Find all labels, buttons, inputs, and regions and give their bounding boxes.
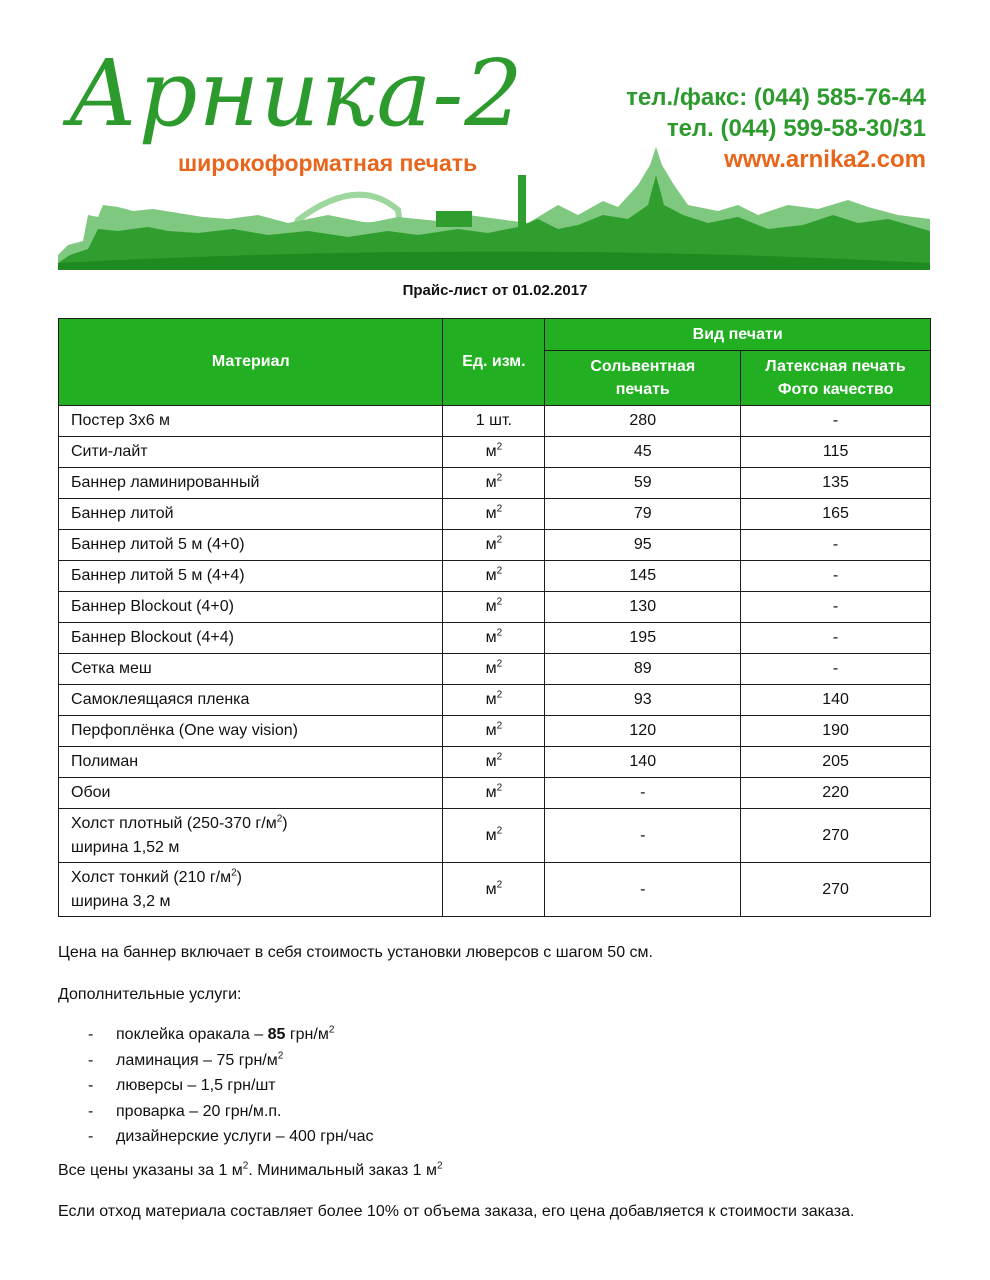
latex-price-cell: - bbox=[741, 623, 931, 654]
material-cell: Баннер ламинированный bbox=[59, 468, 443, 499]
latex-price-cell: - bbox=[741, 561, 931, 592]
solvent-price-cell: 79 bbox=[545, 499, 741, 530]
material-cell: Баннер Blockout (4+0) bbox=[59, 592, 443, 623]
table-row bbox=[59, 778, 931, 809]
material-line1-end: ) bbox=[236, 868, 242, 886]
service-text: дизайнерские услуги – 400 грн/час bbox=[116, 1128, 374, 1145]
latex-price-cell: 270 bbox=[741, 809, 931, 863]
table-row bbox=[59, 406, 931, 437]
unit-text: м bbox=[485, 598, 497, 615]
unit-text: м bbox=[485, 722, 497, 739]
latex-price-cell: 270 bbox=[741, 863, 931, 917]
service-sup: 2 bbox=[328, 1024, 335, 1036]
latex-price-cell: 205 bbox=[741, 747, 931, 778]
unit-cell bbox=[443, 499, 545, 530]
table-row bbox=[59, 716, 931, 747]
table-row bbox=[59, 592, 931, 623]
solvent-price-cell: - bbox=[545, 863, 741, 917]
list-item bbox=[58, 1022, 373, 1048]
unit-cell bbox=[443, 592, 545, 623]
service-text: проварка – 20 грн/м.п. bbox=[116, 1102, 282, 1120]
unit-sup: 2 bbox=[496, 534, 503, 546]
material-cell: Перфоплёнка (One way vision) bbox=[59, 716, 443, 747]
latex-price-cell: 220 bbox=[741, 778, 931, 809]
banner-note: Цена на баннер включает в себя стоимость установки люверсов с шагом 50 см. bbox=[58, 944, 653, 961]
list-dash: - bbox=[88, 1077, 94, 1094]
unit-sup: 2 bbox=[496, 782, 503, 794]
phone: тел. (044) 599-58-30/31 bbox=[666, 115, 926, 142]
unit-sup: 2 bbox=[496, 565, 503, 577]
unit-text: м bbox=[485, 629, 497, 646]
unit-cell bbox=[443, 778, 545, 809]
unit-sup: 2 bbox=[496, 689, 503, 701]
unit-cell bbox=[443, 747, 545, 778]
table-row bbox=[59, 747, 931, 778]
material-line2: ширина 1,52 м bbox=[71, 838, 180, 856]
material-cell: Обои bbox=[59, 778, 443, 809]
unit-cell bbox=[443, 685, 545, 716]
material-cell: Баннер Blockout (4+4) bbox=[59, 623, 443, 654]
unit-cell bbox=[443, 406, 545, 437]
solvent-price-cell: - bbox=[545, 809, 741, 863]
solvent-price-cell: 93 bbox=[545, 685, 741, 716]
unit-text: м bbox=[485, 474, 497, 491]
material-line1 bbox=[71, 866, 430, 890]
all-prices-a: Все цены указаны за 1 м bbox=[58, 1162, 243, 1179]
logo-subtitle: широкоформатная печать bbox=[178, 150, 478, 176]
material-cell: Баннер литой 5 м (4+0) bbox=[59, 530, 443, 561]
material-line1-text: Холст тонкий (210 г/м bbox=[71, 868, 232, 886]
extra-services-title: Дополнительные услуги: bbox=[58, 986, 242, 1003]
service-text: люверсы – 1,5 грн/шт bbox=[116, 1077, 276, 1094]
unit-cell bbox=[443, 809, 545, 863]
unit-sup: 2 bbox=[496, 825, 503, 837]
phone-fax: тел./факс: (044) 585-76-44 bbox=[626, 84, 926, 111]
all-prices-sup1: 2 bbox=[242, 1160, 249, 1172]
material-cell: Сити-лайт bbox=[59, 437, 443, 468]
unit-text: м bbox=[485, 660, 497, 677]
latex-price-cell: 140 bbox=[741, 685, 931, 716]
unit-text: 1 шт. bbox=[475, 412, 512, 429]
unit-cell bbox=[443, 863, 545, 917]
solvent-header-text: Сольвентная печать bbox=[590, 358, 696, 398]
city-skyline-image bbox=[58, 145, 930, 270]
material-line2: ширина 3,2 м bbox=[71, 892, 171, 910]
solvent-price-cell: - bbox=[545, 778, 741, 809]
solvent-price-cell: 145 bbox=[545, 561, 741, 592]
list-dash: - bbox=[88, 1026, 94, 1043]
material-cell: Баннер литой 5 м (4+4) bbox=[59, 561, 443, 592]
document-title: Прайс-лист от 01.02.2017 bbox=[402, 282, 588, 299]
solvent-header bbox=[545, 351, 741, 406]
service-price-bold: 85 bbox=[267, 1026, 286, 1043]
unit-sup: 2 bbox=[496, 472, 503, 484]
print-type-header: Вид печати bbox=[545, 319, 931, 351]
unit-cell bbox=[443, 654, 545, 685]
table-row-canvas-thin bbox=[59, 863, 931, 917]
all-prices-sup2: 2 bbox=[437, 1160, 443, 1172]
unit-text: м bbox=[485, 880, 497, 898]
unit-sup: 2 bbox=[496, 596, 503, 608]
material-cell: Полиман bbox=[59, 747, 443, 778]
solvent-price-cell: 140 bbox=[545, 747, 741, 778]
table-row bbox=[59, 654, 931, 685]
latex-price-cell: - bbox=[741, 406, 931, 437]
solvent-price-cell: 120 bbox=[545, 716, 741, 747]
list-dash: - bbox=[88, 1128, 94, 1145]
unit-sup: 2 bbox=[496, 627, 503, 639]
solvent-price-cell: 195 bbox=[545, 623, 741, 654]
solvent-price-cell: 95 bbox=[545, 530, 741, 561]
unit-cell bbox=[443, 561, 545, 592]
table-row-canvas-thick bbox=[59, 809, 931, 863]
unit-text: м bbox=[485, 505, 497, 522]
unit-cell bbox=[443, 530, 545, 561]
price-table bbox=[58, 318, 931, 917]
latex-price-cell: - bbox=[741, 654, 931, 685]
unit-text: м bbox=[485, 536, 497, 553]
extra-services-list bbox=[58, 1022, 373, 1150]
material-cell bbox=[59, 809, 443, 863]
service-sup: 2 bbox=[277, 1050, 284, 1062]
material-cell: Постер 3х6 м bbox=[59, 406, 443, 437]
unit-sup: 2 bbox=[496, 879, 503, 891]
logo-title: Арника-2 bbox=[68, 40, 524, 147]
header bbox=[0, 0, 990, 275]
material-line1 bbox=[71, 812, 430, 836]
unit-cell bbox=[443, 623, 545, 654]
unit-cell bbox=[443, 716, 545, 747]
material-line1-sup: 2 bbox=[276, 813, 283, 825]
list-item bbox=[58, 1124, 373, 1150]
unit-text: м bbox=[485, 826, 497, 844]
unit-sup: 2 bbox=[496, 441, 503, 453]
unit-text: м bbox=[485, 784, 497, 801]
list-dash: - bbox=[88, 1051, 94, 1069]
unit-text: м bbox=[485, 753, 497, 770]
table-row bbox=[59, 623, 931, 654]
material-line1-text: Холст плотный (250-370 г/м bbox=[71, 814, 277, 832]
solvent-price-cell: 280 bbox=[545, 406, 741, 437]
unit-text: м bbox=[485, 567, 497, 584]
unit-sup: 2 bbox=[496, 658, 503, 670]
service-text: ламинация – 75 грн/м bbox=[116, 1051, 278, 1069]
latex-price-cell: 135 bbox=[741, 468, 931, 499]
latex-price-cell: 190 bbox=[741, 716, 931, 747]
list-item bbox=[58, 1073, 373, 1099]
unit-cell bbox=[443, 437, 545, 468]
material-header: Материал bbox=[59, 319, 443, 406]
table-row bbox=[59, 685, 931, 716]
solvent-price-cell: 59 bbox=[545, 468, 741, 499]
service-unit: грн/м bbox=[285, 1026, 329, 1043]
table-row bbox=[59, 468, 931, 499]
unit-header: Ед. изм. bbox=[443, 319, 545, 406]
unit-sup: 2 bbox=[496, 720, 503, 732]
solvent-price-cell: 89 bbox=[545, 654, 741, 685]
material-line1-sup: 2 bbox=[231, 867, 237, 879]
table-row bbox=[59, 530, 931, 561]
latex-price-cell: 165 bbox=[741, 499, 931, 530]
list-item bbox=[58, 1099, 373, 1125]
material-cell bbox=[59, 863, 443, 917]
solvent-price-cell: 130 bbox=[545, 592, 741, 623]
material-cell: Самоклеящаяся пленка bbox=[59, 685, 443, 716]
material-cell: Баннер литой bbox=[59, 499, 443, 530]
table-row bbox=[59, 499, 931, 530]
latex-header-line2: Фото качество bbox=[777, 381, 894, 398]
latex-price-cell: - bbox=[741, 530, 931, 561]
all-prices-note bbox=[58, 1162, 443, 1180]
service-text: поклейка оракала – bbox=[116, 1026, 268, 1043]
material-cell: Сетка меш bbox=[59, 654, 443, 685]
latex-price-cell: - bbox=[741, 592, 931, 623]
waste-note: Если отход материала составляет более 10% от объема заказа, его цена добавляется к стоимости заказа. bbox=[58, 1203, 855, 1220]
all-prices-b: . Минимальный заказ 1 м bbox=[248, 1162, 438, 1179]
latex-header bbox=[741, 351, 931, 406]
unit-sup: 2 bbox=[496, 751, 503, 763]
unit-sup: 2 bbox=[496, 503, 503, 515]
table-row bbox=[59, 437, 931, 468]
solvent-price-cell: 45 bbox=[545, 437, 741, 468]
list-item bbox=[58, 1048, 373, 1074]
unit-text: м bbox=[485, 691, 497, 708]
unit-text: м bbox=[485, 443, 497, 460]
latex-price-cell: 115 bbox=[741, 437, 931, 468]
unit-cell bbox=[443, 468, 545, 499]
table-row bbox=[59, 561, 931, 592]
material-line1-end: ) bbox=[282, 814, 288, 832]
latex-header-line1: Латексная печать bbox=[765, 358, 906, 375]
website-link[interactable]: www.arnika2.com bbox=[724, 146, 926, 173]
list-dash: - bbox=[88, 1102, 94, 1120]
